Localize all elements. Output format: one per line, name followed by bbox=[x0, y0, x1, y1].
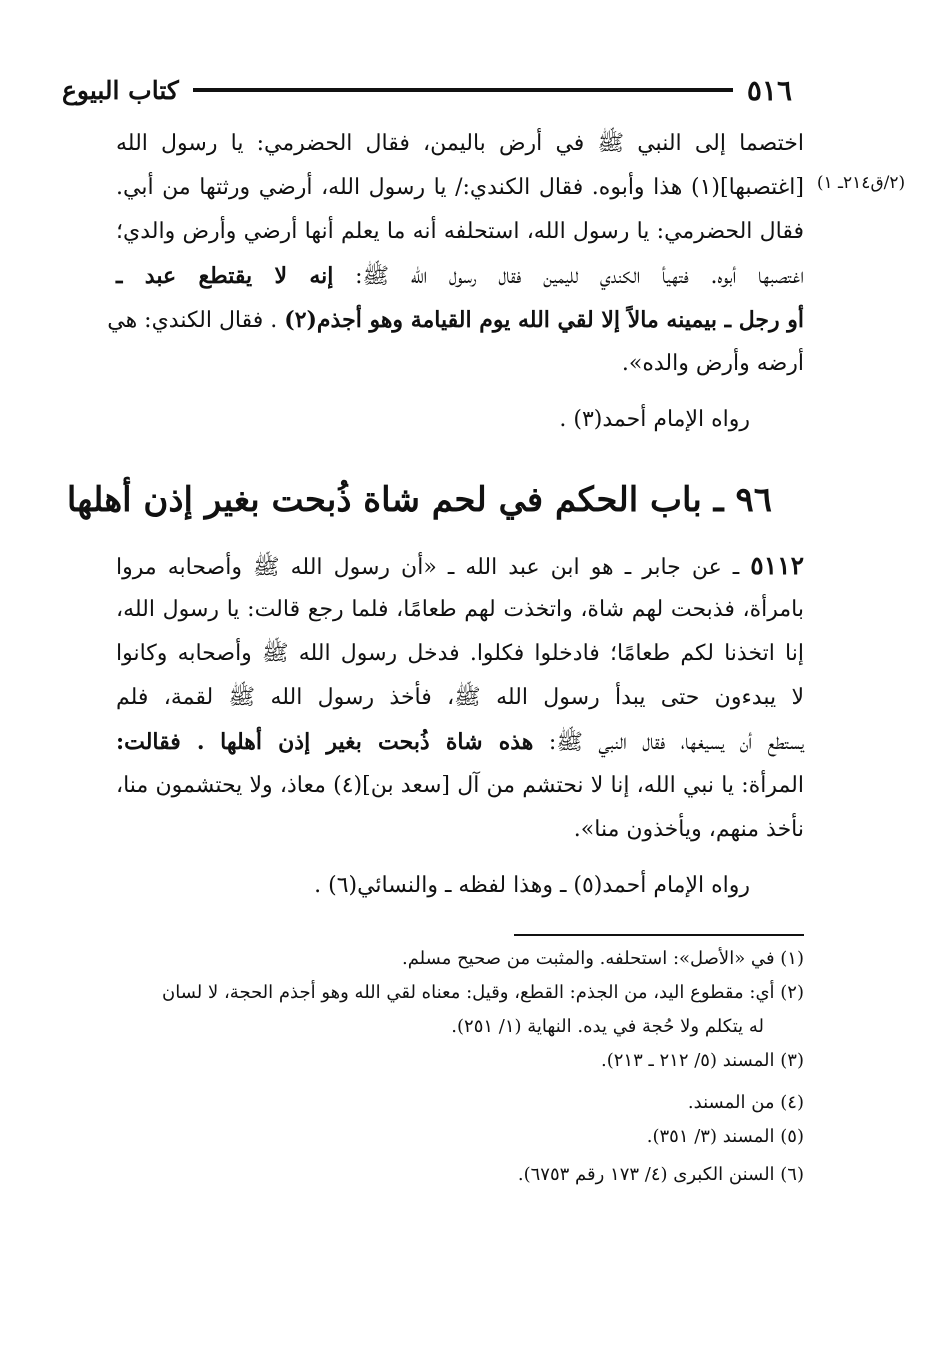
text-line: المرأة: يا نبي الله، إنا لا نحتشم من آل [سعد بن](٤) معاذ، ولا يحتشمون منا، bbox=[116, 773, 804, 798]
page-number: ٥١٦ bbox=[746, 73, 792, 107]
footnote: (٥) المسند (٣/ ٣٥١). bbox=[646, 1126, 804, 1147]
text-segment: يستطع أن يسيغها، فقال النبي ﷺ: bbox=[548, 730, 805, 755]
text-line bbox=[107, 300, 804, 341]
footnote: (٢) أي: مقطوع اليد، من الجذم: القطع، وقيل: معناه لقي الله وهو أجذم الحجة، لا لسان bbox=[162, 982, 804, 1003]
footnote-separator bbox=[514, 934, 804, 936]
text-line bbox=[116, 722, 804, 763]
text-line bbox=[116, 256, 804, 297]
narration-source: رواه الإمام أحمد(٣) . bbox=[559, 407, 750, 432]
footnote: (٣) المسند (٥/ ٢١٢ ـ ٢١٣). bbox=[601, 1050, 804, 1071]
text-segment: . فقال الكندي: هي bbox=[107, 308, 278, 333]
text-line: فقال الحضرمي: يا رسول الله، استحلفه أنه ما يعلم أنها أرضي وأرض والدي؛ bbox=[116, 219, 804, 244]
prophetic-quote: هذه شاة ذُبحت بغير إذن أهلها bbox=[220, 729, 534, 755]
text-line: لا يبدءون حتى يبدأ رسول الله ﷺ، فأخذ رسول الله ﷺ لقمة، فلم bbox=[116, 685, 804, 710]
footnote: (١) في «الأصل»: استحلفه. والمثبت من صحيح مسلم. bbox=[401, 948, 804, 969]
text-segment: . فقالت: bbox=[116, 729, 205, 755]
text-segment: اغتصبها أبوه. فتهيأ الكندي لليمين فقال رسول الله ﷺ: bbox=[355, 264, 804, 289]
running-header bbox=[62, 70, 792, 110]
text-line: أرضه وأرض والده». bbox=[621, 351, 804, 376]
header-rule bbox=[193, 88, 733, 92]
text-line bbox=[116, 546, 804, 588]
footnote: (٦) السنن الكبرى (٤/ ١٧٣ رقم ٦٧٥٣). bbox=[517, 1164, 804, 1185]
prophetic-quote: إنه لا يقتطع عبد ـ bbox=[116, 263, 334, 289]
book-title: كتاب البيوع bbox=[62, 75, 179, 105]
text-line: إنا اتخذنا لكم طعامًا؛ فادخلوا فكلوا. فدخل رسول الله ﷺ وأصحابه وكانوا bbox=[116, 641, 804, 666]
text-line: اختصما إلى النبي ﷺ في أرض باليمن، فقال الحضرمي: يا رسول الله bbox=[116, 131, 804, 156]
text-line: بامرأة، فذبحت لهم شاة، واتخذت لهم طعامًا، فلما رجع قالت: يا رسول الله، bbox=[116, 597, 804, 622]
hadith-number: ٥١١٢ bbox=[750, 551, 804, 580]
text-line: [اغتصبها](١) هذا وأبوه. فقال الكندي:/ يا رسول الله، أرضي ورثتها من أبي. bbox=[116, 175, 804, 200]
footnote: (٤) من المسند. bbox=[687, 1092, 804, 1113]
footnote-continuation: له يتكلم ولا حُجة في يده. النهاية (١/ ٢٥١). bbox=[451, 1016, 764, 1037]
chapter-heading: ٩٦ ـ باب الحكم في لحم شاة ذُبحت بغير إذن أهلها bbox=[66, 480, 772, 520]
manuscript-reference: (٢/ق٢١٤ـ ١) bbox=[816, 173, 906, 193]
text-line: نأخذ منهم، ويأخذون منا». bbox=[573, 817, 804, 842]
text-segment: ـ عن جابر ـ هو ابن عبد الله ـ «أن رسول الله ﷺ وأصحابه مروا bbox=[116, 555, 740, 580]
narration-source: رواه الإمام أحمد(٥) ـ وهذا لفظه ـ والنسائي(٦) . bbox=[314, 873, 750, 898]
prophetic-quote: أو رجل ـ بيمينه مالاً إلا لقي الله يوم القيامة وهو أجذم(٢) bbox=[284, 307, 804, 333]
